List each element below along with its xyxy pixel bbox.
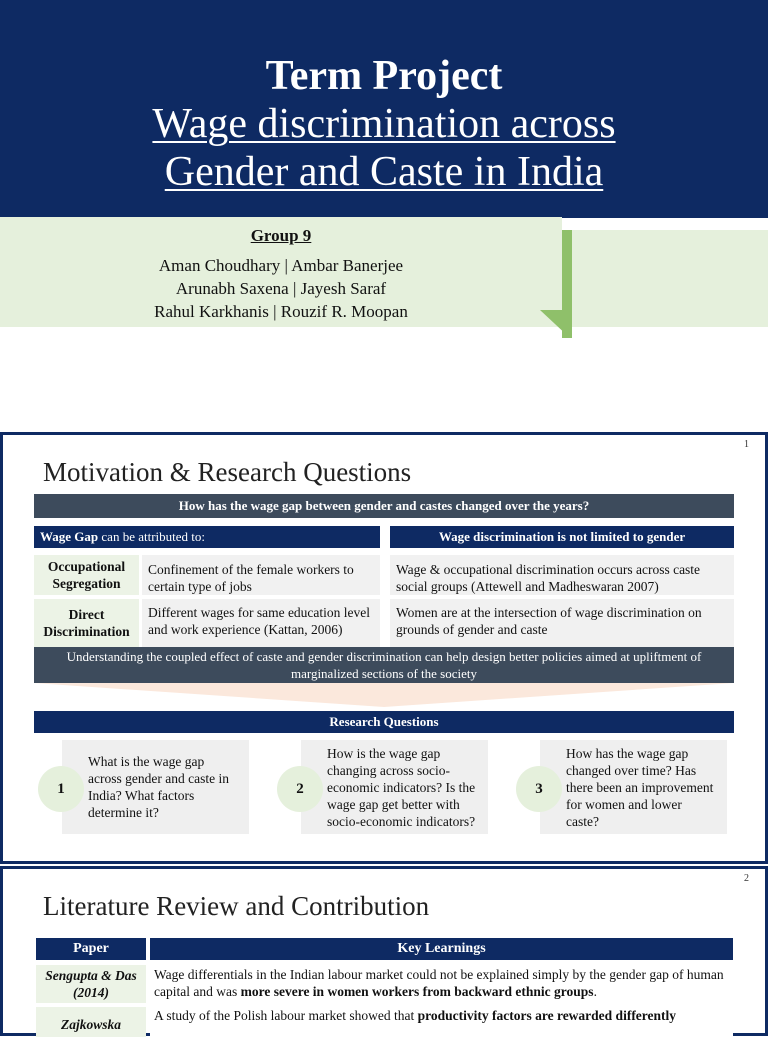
slide-literature [0,866,768,1036]
learning-text: A study of the Polish labour market showed that [154,1008,418,1023]
paper-cell: Zajkowska [36,1007,146,1037]
row-label-occupational: Occupational Segregation [34,555,139,595]
paper-cell: Sengupta & Das (2014) [36,965,146,1003]
group-box-shadow [562,230,768,327]
learning-highlight: more severe in women workers from backward ethnic groups [240,984,594,999]
left-header-rest: can be attributed to: [98,529,206,544]
learning-highlight: productivity factors are rewarded differently [417,1008,677,1023]
slide-subtitle [0,100,768,196]
slide-motivation [0,432,768,864]
right-row-2: Women are at the intersection of wage discrimination on grounds of gender and caste [390,599,734,647]
subtitle-line-1: Wage discrimination across [152,101,616,147]
col-header-learnings: Key Learnings [150,938,733,960]
right-header: Wage discrimination is not limited to gender [390,526,734,548]
learning-end: . [593,984,597,999]
slide-title: Literature Review and Contribution [43,891,430,921]
summary-bar: Understanding the coupled effect of caste and gender discrimination can help design better policies aimed at upliftment of marginalized sections of the society [34,647,734,683]
question-bar: How has the wage gap between gender and castes changed over the years? [34,494,734,518]
row-text-direct: Different wages for same education level and work experience (Kattan, 2006) [142,599,380,647]
slide-number: 2 [744,873,749,884]
col-header-paper: Paper [36,938,146,960]
rq-number-1: 1 [38,766,84,812]
member-line: Rahul Karkhanis | Rouzif R. Moopan [154,302,408,321]
member-line: Arunabh Saxena | Jayesh Saraf [175,279,387,298]
member-line: Aman Choudhary | Ambar Banerjee [158,256,404,275]
learning-cell [150,965,733,1003]
title-slide [0,0,768,390]
summary-arrow-shape [34,683,734,707]
right-row-1: Wage & occupational discrimination occurs across caste social groups (Attewell and Madheswaran 2007) [390,555,734,595]
rq-number-2: 2 [277,766,323,812]
row-text-occupational: Confinement of the female workers to certain type of jobs [142,555,380,595]
learning-cell [150,1007,733,1037]
left-header-bold: Wage Gap [40,529,99,544]
rq-header: Research Questions [34,711,734,733]
rq-number-3: 3 [516,766,562,812]
summary-arrow [34,683,734,709]
group-label: Group 9 [250,226,312,245]
slide-title: Motivation & Research Questions [43,457,412,487]
learning-text: Wage differentials in the Indian labour market could not be explained simply by the gender gap of human capital and was [154,967,724,999]
slide-number: 1 [744,439,749,450]
rq-box-2: How is the wage gap changing across socio-economic indicators? Is the wage gap get better with socio-economic indicators? [301,740,488,834]
rq-box-1: What is the wage gap across gender and caste in India? What factors determine it? [62,740,249,834]
rq-box-3: How has the wage gap changed over time? Has there been an improvement for women and lower caste? [540,740,727,834]
left-header [34,526,380,548]
slide-title-main: Term Project [265,53,503,99]
subtitle-line-2: Gender and Caste in India [164,149,604,195]
group-members [0,254,562,323]
row-label-direct: Direct Discrimination [34,599,139,647]
